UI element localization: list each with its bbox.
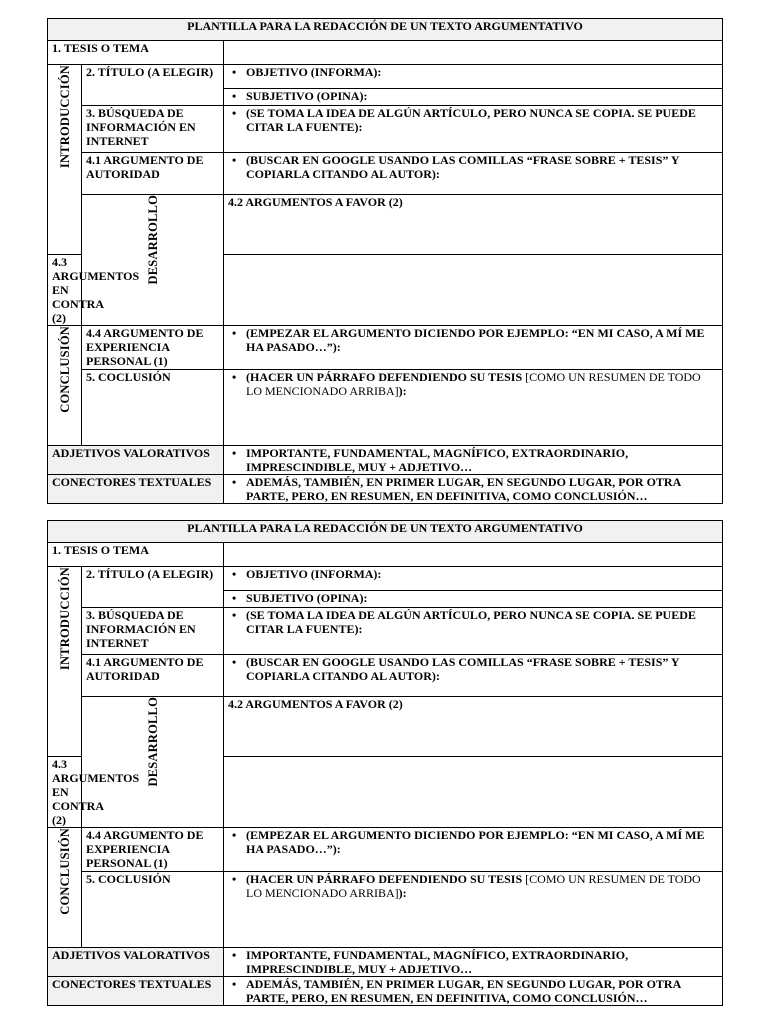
busqueda-text: • (SE TOMA LA IDEA DE ALGÚN ARTÍCULO, PERO NUNCA SE COPIA. SE PUEDE CITAR LA FUENTE): — [246, 608, 718, 636]
conectores-cell — [224, 977, 723, 1006]
section-desarrollo — [82, 195, 224, 326]
experiencia-cell[interactable] — [224, 326, 723, 370]
busqueda-cell[interactable] — [224, 608, 723, 655]
tesis-input-cell[interactable] — [224, 543, 723, 567]
autoridad-label: 4.1 ARGUMENTO DE AUTORIDAD — [82, 153, 224, 195]
adjetivos-text: • IMPORTANTE, FUNDAMENTAL, MAGNÍFICO, EXTRAORDINARIO, IMPRESCINDIBLE, MUY + ADJETIVO… — [246, 948, 718, 976]
adjetivos-text: • IMPORTANTE, FUNDAMENTAL, MAGNÍFICO, EXTRAORDINARIO, IMPRESCINDIBLE, MUY + ADJETIVO… — [246, 446, 718, 474]
section-desarrollo-label: DESARROLLO — [145, 195, 160, 285]
autoridad-text: • (BUSCAR EN GOOGLE USANDO LAS COMILLAS “FRASE SOBRE + TESIS” Y COPIARLA CITANDO AL AUTOR): — [246, 153, 718, 181]
busqueda-label: 3. BÚSQUEDA DE INFORMACIÓN EN INTERNET — [82, 106, 224, 153]
conclusion-cell[interactable] — [224, 872, 723, 948]
titulo-label: 2. TÍTULO (A ELEGIR) — [82, 65, 224, 106]
conclusion-text: • (HACER UN PÁRRAFO DEFENDIENDO SU TESIS [COMO UN RESUMEN DE TODO LO MENCIONADO ARRIBA]): — [246, 370, 718, 398]
section-desarrollo-label: DESARROLLO — [145, 697, 160, 787]
titulo-subjetivo-text: • SUBJETIVO (OPINA): — [246, 591, 718, 605]
adjetivos-cell — [224, 446, 723, 475]
section-conclusion — [48, 326, 82, 446]
conectores-label: CONECTORES TEXTUALES — [48, 977, 224, 1006]
favor-label: 4.2 ARGUMENTOS A FAVOR (2) — [224, 697, 723, 757]
titulo-subjetivo-cell[interactable] — [224, 591, 723, 608]
busqueda-text: • (SE TOMA LA IDEA DE ALGÚN ARTÍCULO, PERO NUNCA SE COPIA. SE PUEDE CITAR LA FUENTE): — [246, 106, 718, 134]
contra-input-cell[interactable] — [224, 255, 723, 326]
section-introduccion — [48, 567, 82, 757]
argument-template-table — [47, 520, 723, 1006]
tesis-label: 1. TESIS O TEMA — [48, 41, 224, 65]
template-sheet-1 — [47, 18, 722, 504]
tesis-label: 1. TESIS O TEMA — [48, 543, 224, 567]
section-conclusion-label: CONCLUSIÓN — [57, 828, 72, 915]
autoridad-text: • (BUSCAR EN GOOGLE USANDO LAS COMILLAS “FRASE SOBRE + TESIS” Y COPIARLA CITANDO AL AUTOR): — [246, 655, 718, 683]
adjetivos-label: ADJETIVOS VALORATIVOS — [48, 446, 224, 475]
conclusion-label: 5. COCLUSIÓN — [82, 370, 224, 446]
titulo-objetivo-text: • OBJETIVO (INFORMA): — [246, 567, 718, 581]
experiencia-text: • (EMPEZAR EL ARGUMENTO DICIENDO POR EJEMPLO: “EN MI CASO, A MÍ ME HA PASADO…”): — [246, 326, 718, 354]
titulo-subjetivo-text: • SUBJETIVO (OPINA): — [246, 89, 718, 103]
adjetivos-label: ADJETIVOS VALORATIVOS — [48, 948, 224, 977]
template-title: PLANTILLA PARA LA REDACCIÓN DE UN TEXTO ARGUMENTATIVO — [48, 521, 723, 543]
conectores-text: • ADEMÁS, TAMBIÉN, EN PRIMER LUGAR, EN SEGUNDO LUGAR, POR OTRA PARTE, PERO, EN RESUMEN, EN DEFINITIVA, COMO CONCLUSIÓN… — [246, 475, 718, 503]
tesis-input-cell[interactable] — [224, 41, 723, 65]
contra-input-cell[interactable] — [224, 757, 723, 828]
experiencia-label: 4.4 ARGUMENTO DE EXPERIENCIA PERSONAL (1) — [82, 326, 224, 370]
argument-template-table — [47, 18, 723, 504]
section-introduccion-label: INTRODUCCIÓN — [57, 567, 72, 671]
contra-label: 4.3 ARGUMENTOS EN CONTRA (2) — [48, 255, 82, 326]
conclusion-text: • (HACER UN PÁRRAFO DEFENDIENDO SU TESIS [COMO UN RESUMEN DE TODO LO MENCIONADO ARRIBA]): — [246, 872, 718, 900]
template-title: PLANTILLA PARA LA REDACCIÓN DE UN TEXTO ARGUMENTATIVO — [48, 19, 723, 41]
conectores-label: CONECTORES TEXTUALES — [48, 475, 224, 504]
section-introduccion-label: INTRODUCCIÓN — [57, 65, 72, 169]
titulo-objetivo-text: • OBJETIVO (INFORMA): — [246, 65, 718, 79]
adjetivos-cell — [224, 948, 723, 977]
favor-label: 4.2 ARGUMENTOS A FAVOR (2) — [224, 195, 723, 255]
busqueda-label: 3. BÚSQUEDA DE INFORMACIÓN EN INTERNET — [82, 608, 224, 655]
titulo-subjetivo-cell[interactable] — [224, 89, 723, 106]
conclusion-label: 5. COCLUSIÓN — [82, 872, 224, 948]
autoridad-cell[interactable] — [224, 153, 723, 195]
conclusion-cell[interactable] — [224, 370, 723, 446]
experiencia-label: 4.4 ARGUMENTO DE EXPERIENCIA PERSONAL (1) — [82, 828, 224, 872]
autoridad-cell[interactable] — [224, 655, 723, 697]
conectores-text: • ADEMÁS, TAMBIÉN, EN PRIMER LUGAR, EN SEGUNDO LUGAR, POR OTRA PARTE, PERO, EN RESUMEN, EN DEFINITIVA, COMO CONCLUSIÓN… — [246, 977, 718, 1005]
titulo-objetivo-cell[interactable] — [224, 65, 723, 89]
busqueda-cell[interactable] — [224, 106, 723, 153]
section-desarrollo — [82, 697, 224, 828]
template-sheet-2 — [47, 520, 722, 1006]
section-introduccion — [48, 65, 82, 255]
titulo-label: 2. TÍTULO (A ELEGIR) — [82, 567, 224, 608]
autoridad-label: 4.1 ARGUMENTO DE AUTORIDAD — [82, 655, 224, 697]
section-conclusion-label: CONCLUSIÓN — [57, 326, 72, 413]
titulo-objetivo-cell[interactable] — [224, 567, 723, 591]
conectores-cell — [224, 475, 723, 504]
experiencia-cell[interactable] — [224, 828, 723, 872]
section-conclusion — [48, 828, 82, 948]
experiencia-text: • (EMPEZAR EL ARGUMENTO DICIENDO POR EJEMPLO: “EN MI CASO, A MÍ ME HA PASADO…”): — [246, 828, 718, 856]
contra-label: 4.3 ARGUMENTOS EN CONTRA (2) — [48, 757, 82, 828]
